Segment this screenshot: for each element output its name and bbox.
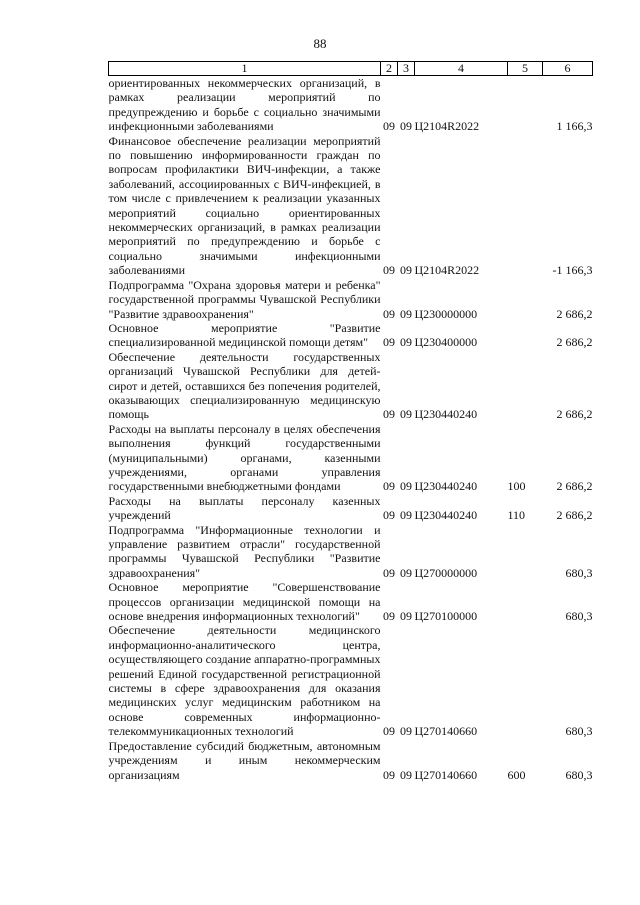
row-subsection: 09 (400, 306, 412, 321)
row-subsection: 09 (400, 565, 412, 580)
row-subsection: 09 (400, 609, 412, 624)
row-expense-type (508, 76, 543, 134)
row-description: Расходы на выплаты персоналу казенных учреждений (108, 493, 381, 523)
header-col-5: 5 (508, 62, 543, 76)
row-description: Основное мероприятие "Развитие специализированной медицинской помощи детям" (108, 320, 381, 350)
row-section: 09 (383, 119, 395, 134)
row-expense-type (508, 321, 543, 350)
row-section: 09 (383, 479, 395, 494)
row-description: Основное мероприятие "Совершенствование процессов организации медицинской помощи на основе внедрения информационных технологий" (108, 580, 381, 624)
budget-table (108, 61, 593, 782)
row-section: 09 (383, 609, 395, 624)
row-target-code: Ц230400000 (414, 335, 478, 350)
row-section: 09 (383, 306, 395, 321)
row-subsection: 09 (400, 119, 412, 134)
row-target-code: Ц270100000 (414, 609, 478, 624)
table-body (109, 76, 593, 782)
row-subsection: 09 (400, 407, 412, 422)
table-row (109, 494, 593, 523)
row-description: Подпрограмма "Информационные технологии и управление развитием отрасли" государственной программы Чувашской Республики "Развитие здравоохранения" (108, 522, 381, 580)
row-amount: 2 686,2 (556, 407, 593, 422)
table-row (109, 134, 593, 278)
table-row (109, 321, 593, 350)
row-target-code: Ц270000000 (414, 565, 478, 580)
table-row (109, 278, 593, 321)
header-col-1: 1 (109, 62, 381, 76)
row-amount: 2 686,2 (556, 508, 593, 523)
row-expense-type (508, 523, 543, 581)
row-target-code: Ц230440240 (414, 407, 478, 422)
row-description: Предоставление субсидий бюджетным, автономным учреждениям и иным некоммерческим организациям (108, 738, 381, 782)
row-subsection: 09 (400, 479, 412, 494)
row-expense-type (508, 278, 543, 321)
row-target-code: Ц2104R2022 (414, 119, 480, 134)
row-target-code: Ц230440240 (414, 479, 478, 494)
table-row (109, 623, 593, 738)
row-expense-type: 100 (507, 479, 526, 494)
header-col-4: 4 (415, 62, 508, 76)
row-amount: 680,3 (565, 565, 593, 580)
header-row (109, 62, 593, 76)
table-row (109, 523, 593, 581)
table-row (109, 580, 593, 623)
row-description: Расходы на выплаты персоналу в целях обеспечения выполнения функций государственными (муниципальными) органами, казенными учреждениями, органами управления государственными внебюджетными фондами (108, 421, 381, 494)
row-amount: -1 166,3 (552, 263, 593, 278)
row-target-code: Ц2104R2022 (414, 263, 480, 278)
table-row (109, 422, 593, 494)
row-expense-type: 110 (507, 508, 526, 523)
row-amount: 2 686,2 (556, 306, 593, 321)
row-expense-type (508, 350, 543, 422)
row-section: 09 (383, 767, 395, 782)
row-section: 09 (383, 565, 395, 580)
row-description: ориентированных некоммерческих организаций, в рамках реализации мероприятий по предупреждению и борьбе с социально значимыми инфекционными заболеваниями (108, 76, 381, 134)
table-row (109, 350, 593, 422)
row-target-code: Ц230440240 (414, 508, 478, 523)
row-target-code: Ц230000000 (414, 306, 478, 321)
row-subsection: 09 (400, 508, 412, 523)
row-subsection: 09 (400, 335, 412, 350)
row-description: Финансовое обеспечение реализации мероприятий по повышению информированности граждан по вопросам профилактики ВИЧ-инфекции, а также заболеваний, ассоциированных с ВИЧ-инфекцией, в том числе с привлечением к реализации указанных мероприятий социально ориентированных некоммерческих организаций, в рамках реализации мероприятий по предупреждению и борьбе с социально значимыми инфекционными заболеваниями (108, 133, 381, 278)
row-expense-type: 600 (507, 767, 526, 782)
row-expense-type (508, 623, 543, 738)
row-amount: 680,3 (565, 767, 593, 782)
header-col-2: 2 (381, 62, 398, 76)
row-section: 09 (383, 407, 395, 422)
row-amount: 1 166,3 (556, 119, 593, 134)
row-amount: 2 686,2 (556, 479, 593, 494)
row-description: Подпрограмма "Охрана здоровья матери и ребенка" государственной программы Чувашской Республики "Развитие здравоохранения" (108, 277, 381, 321)
row-section: 09 (383, 724, 395, 739)
table-row (109, 739, 593, 782)
page-number: 88 (313, 36, 327, 51)
row-target-code: Ц270140660 (414, 724, 478, 739)
row-amount: 680,3 (565, 609, 593, 624)
row-subsection: 09 (400, 767, 412, 782)
row-description: Обеспечение деятельности государственных организаций Чувашской Республики для детей-сирот и детей, оставшихся без попечения родителей, оказывающих специализированную медицинскую помощь (108, 349, 381, 422)
row-subsection: 09 (400, 724, 412, 739)
row-amount: 680,3 (565, 724, 593, 739)
row-section: 09 (383, 508, 395, 523)
row-section: 09 (383, 335, 395, 350)
header-col-6: 6 (543, 62, 593, 76)
row-expense-type (508, 580, 543, 623)
header-col-3: 3 (398, 62, 415, 76)
row-description: Обеспечение деятельности медицинского информационно-аналитического центра, осуществляющего создание аппаратно-программных решений Единой государственной регистрационной системы в сфере здравоохранения для оказания медицинских услуг медицинским работником на основе современных информационно-телекоммуникационных технологий (108, 623, 381, 739)
row-section: 09 (383, 263, 395, 278)
table-row (109, 76, 593, 134)
row-subsection: 09 (400, 263, 412, 278)
row-expense-type (508, 134, 543, 278)
row-target-code: Ц270140660 (414, 767, 478, 782)
row-amount: 2 686,2 (556, 335, 593, 350)
